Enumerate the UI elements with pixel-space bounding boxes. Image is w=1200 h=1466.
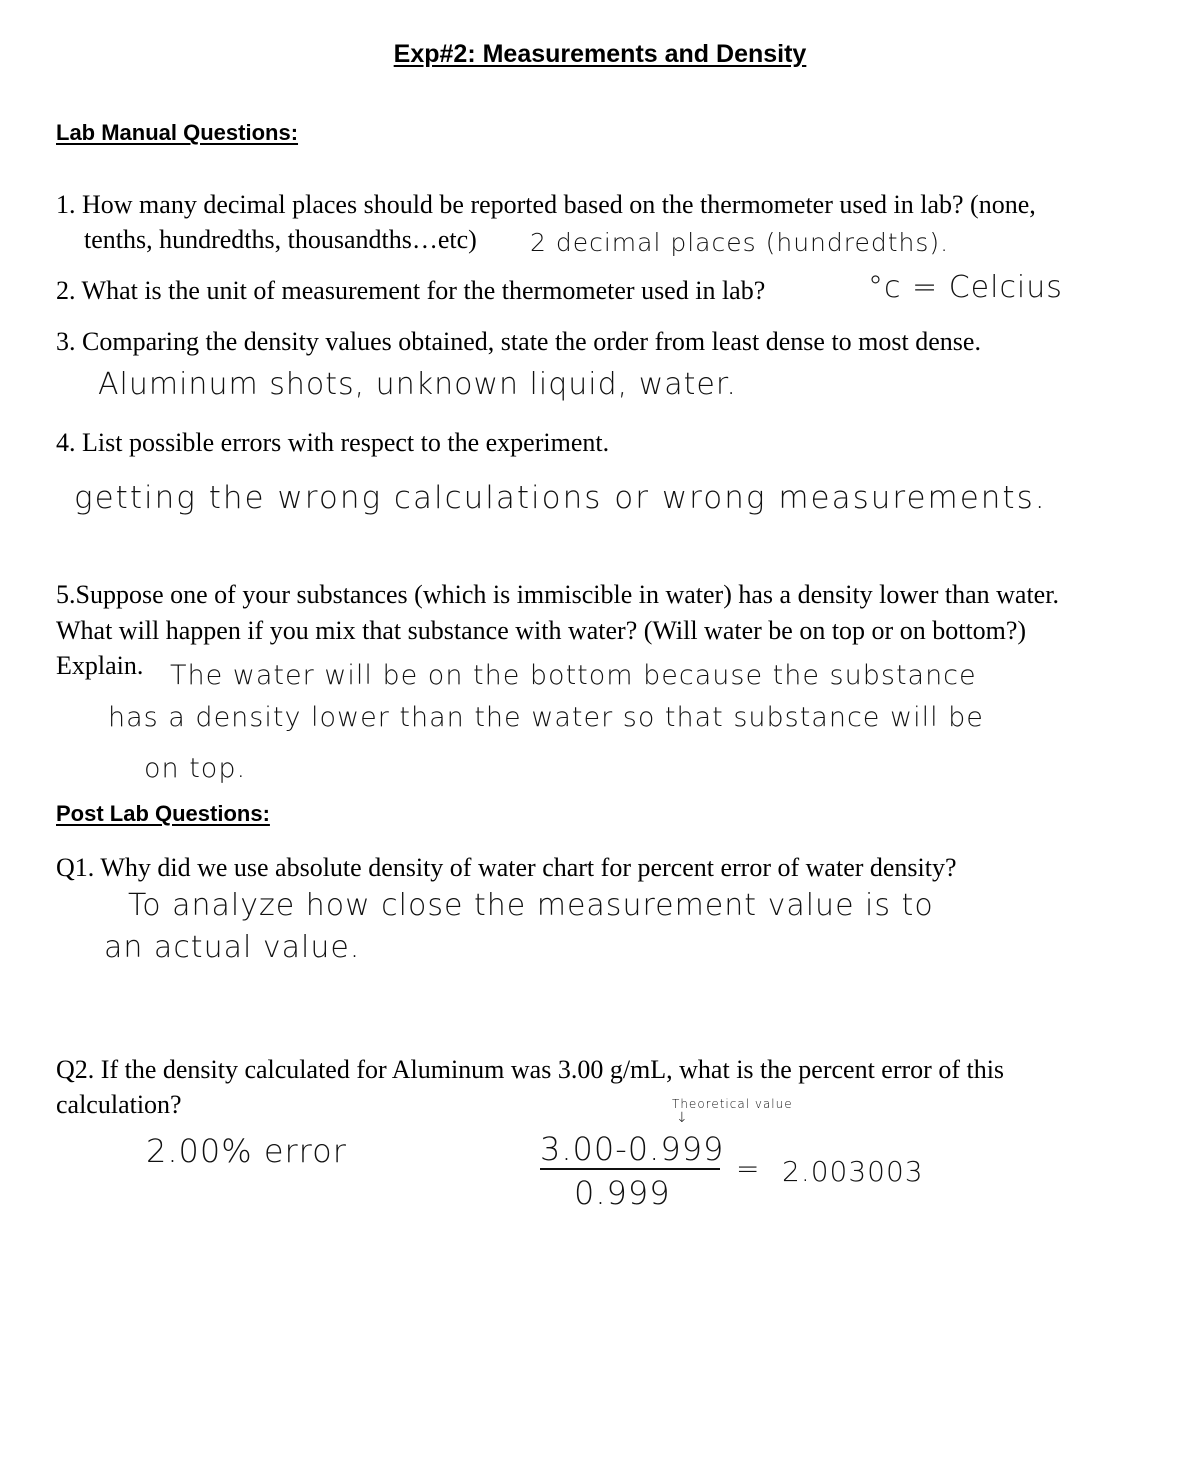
answer-2: °c = Celcius <box>868 270 1063 305</box>
question-1-number: 1. <box>56 190 76 219</box>
question-3-text: Comparing the density values obtained, state the order from least dense to most dense. <box>82 327 981 356</box>
answer-5-line3: on top. <box>144 753 247 784</box>
question-2-number: 2. <box>56 276 76 305</box>
page-title: Exp#2: Measurements and Density <box>393 40 807 68</box>
question-4-line1 <box>56 426 609 460</box>
equals-sign: = <box>736 1152 761 1185</box>
post-question-1-line1 <box>56 851 957 885</box>
post-answer-1-line2: an actual value. <box>104 930 361 965</box>
lab-manual-heading: Lab Manual Questions: <box>56 120 299 145</box>
answer-1: 2 decimal places (hundredths). <box>530 228 950 257</box>
post-question-2-number: Q2. <box>56 1055 95 1084</box>
post-question-1-number: Q1. <box>56 853 95 882</box>
question-4-number: 4. <box>56 428 76 457</box>
question-1-text-line2: tenths, hundredths, thousandths…etc) <box>84 225 477 254</box>
answer-3: Aluminum shots, unknown liquid, water. <box>98 367 737 402</box>
question-2-line1 <box>56 274 765 308</box>
question-2-text: What is the unit of measurement for the thermometer used in lab? <box>81 276 766 305</box>
question-3-number: 3. <box>56 327 76 356</box>
question-5-line1 <box>56 578 1059 612</box>
question-3-line1 <box>56 325 981 359</box>
question-1-text: How many decimal places should be reported based on the thermometer used in lab? (none, <box>82 190 1036 219</box>
fraction-bar <box>540 1168 720 1170</box>
post-answer-1-line1: To analyze how close the measurement value is to <box>128 888 934 923</box>
post-question-1-text: Why did we use absolute density of water chart for percent error of water density? <box>100 853 957 882</box>
calculation-numerator: 3.00-0.999 <box>540 1130 725 1168</box>
post-lab-heading: Post Lab Questions: <box>56 801 270 826</box>
post-answer-2: 2.00% error <box>146 1132 347 1170</box>
question-5-text: Suppose one of your substances (which is immiscible in water) has a density lower than water. <box>75 580 1059 609</box>
question-1-line1 <box>56 188 1036 222</box>
question-4-text: List possible errors with respect to the experiment. <box>82 428 610 457</box>
question-5-text-line3: Explain. <box>56 651 144 680</box>
post-question-2-text: If the density calculated for Aluminum was 3.00 g/mL, what is the percent error of this <box>100 1055 1005 1084</box>
calculation-result: 2.003003 <box>782 1155 924 1188</box>
post-question-2-text-line2: calculation? <box>56 1090 182 1119</box>
down-arrow-icon: ↓ <box>676 1110 689 1126</box>
answer-4: getting the wrong calculations or wrong measurements. <box>74 480 1047 516</box>
answer-5-line2: has a density lower than the water so that substance will be <box>108 702 984 733</box>
question-5-text-line2: What will happen if you mix that substance with water? (Will water be on top or on bottom?) <box>56 616 1027 645</box>
question-5-number: 5. <box>56 580 76 609</box>
post-question-2-line1 <box>56 1053 1004 1087</box>
calculation-denominator: 0.999 <box>574 1174 671 1212</box>
answer-5-line1: The water will be on the bottom because the substance <box>170 660 977 691</box>
theoretical-value-annotation: Theoretical value <box>672 1097 793 1111</box>
